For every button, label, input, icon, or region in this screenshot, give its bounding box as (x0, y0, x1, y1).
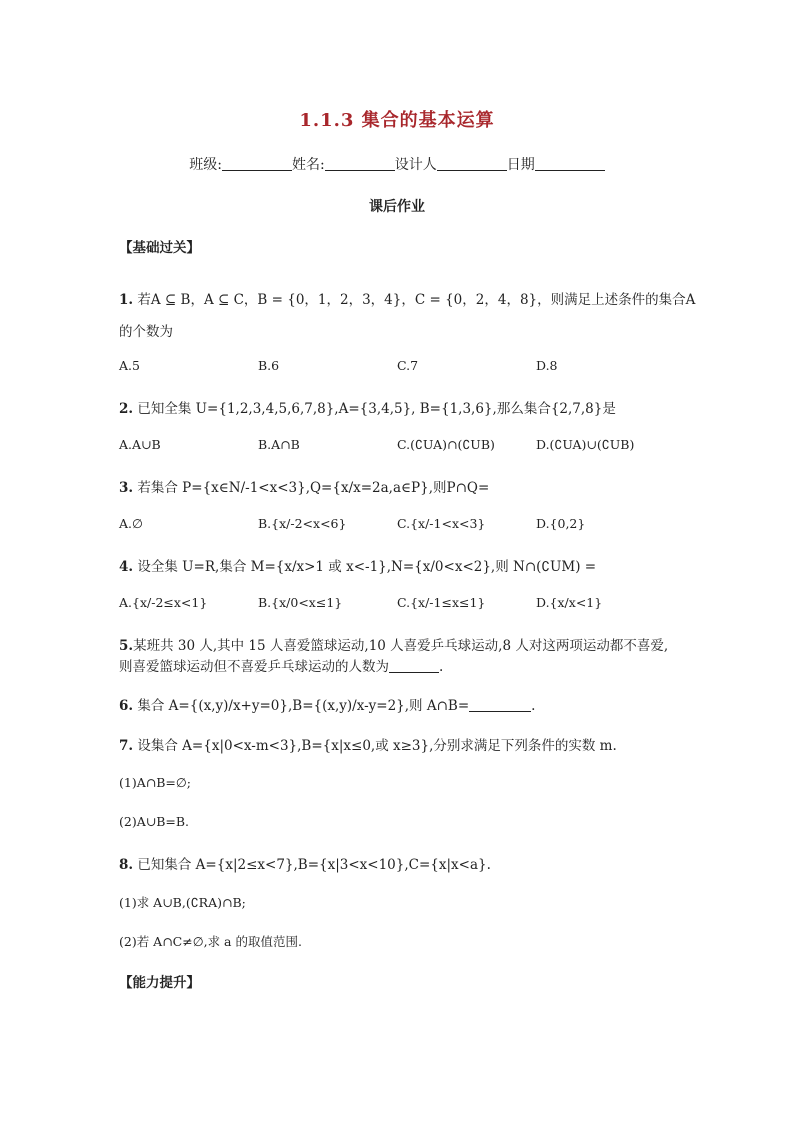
page-title: 1.1.3 集合的基本运算 (299, 110, 495, 131)
option-d: D.{0,2} (536, 516, 586, 531)
designer-label: 设计人 (394, 157, 437, 173)
question-7-part-1: (1)A∩B=∅; (119, 775, 191, 790)
question-7-part-2: (2)A∪B=B. (119, 814, 190, 829)
option-c: C.7 (397, 358, 419, 373)
option-c: C.{x/-1<x<3} (397, 516, 486, 531)
question-5 (119, 634, 668, 654)
option-a: A.5 (119, 358, 140, 373)
question-8-part-2: (2)若 A∩C≠∅,求 a 的取值范围. (119, 934, 302, 949)
option-b: B.{x/-2<x<6} (258, 516, 347, 531)
question-3 (119, 476, 489, 496)
option-a: A.∅ (119, 516, 143, 531)
question-8 (119, 853, 491, 873)
option-d: D.8 (536, 358, 558, 373)
answer-blank (389, 660, 439, 673)
question-text: 已知全集 U={1,2,3,4,5,6,7,8},A={3,4,5}, B={1,3,6},那么集合{2,7,8}是 (137, 401, 616, 417)
date-label: 日期 (506, 157, 535, 173)
question-number: 3. (119, 480, 134, 496)
ability-section-header: 【能力提升】 (119, 975, 200, 991)
class-blank (222, 156, 292, 171)
option-b: B.A∩B (258, 437, 300, 452)
name-label: 姓名: (292, 157, 325, 173)
option-a: A.A∪B (119, 437, 161, 452)
question-number: 2. (119, 401, 134, 417)
question-text: 已知集合 A={x|2≤x<7},B={x|3<x<10},C={x|x<a}. (137, 857, 491, 873)
question-number: 8. (119, 857, 134, 873)
question-6 (119, 694, 535, 714)
period: . (439, 659, 444, 675)
question-2 (119, 397, 616, 417)
student-info-line (0, 154, 794, 174)
option-c: C.(∁UA)∩(∁UB) (397, 437, 495, 452)
question-text: 设全集 U=R,集合 M={x/x>1 或 x<-1},N={x/0<x<2},则 N∩(∁UM) = (137, 559, 597, 575)
name-blank (325, 156, 395, 171)
question-text: 若集合 P={x∈N/-1<x<3},Q={x/x=2a,a∈P},则P∩Q= (137, 480, 490, 496)
question-text: 若A ⊆ B，A ⊆ C，B = {0，1，2，3，4}，C = {0，2，4，8}，则满足上述条件的集合A (137, 292, 696, 308)
basic-section-header: 【基础过关】 (119, 240, 200, 256)
answer-blank (469, 699, 531, 712)
period: . (531, 698, 536, 714)
question-5-continued (119, 655, 443, 675)
option-d: D.{x/x<1} (536, 595, 603, 610)
class-label: 班级: (189, 157, 222, 173)
designer-blank (437, 156, 507, 171)
question-text: 集合 A={(x,y)/x+y=0},B={(x,y)/x-y=2},则 A∩B= (137, 698, 470, 714)
question-text: 设集合 A={x|0<x-m<3},B={x|x≤0,或 x≥3},分别求满足下列条件的实数 m. (137, 738, 617, 754)
option-a: A.{x/-2≤x<1} (119, 595, 208, 610)
option-d: D.(∁UA)∪(∁UB) (536, 437, 635, 452)
question-1-continued: 的个数为 (119, 324, 173, 340)
option-b: B.6 (258, 358, 280, 373)
question-text: 某班共 30 人,其中 15 人喜爱篮球运动,10 人喜爱乒乓球运动,8 人对这两项运动都不喜爱, (133, 638, 669, 654)
question-number: 4. (119, 559, 134, 575)
section-title: 课后作业 (369, 199, 425, 215)
question-1 (119, 288, 695, 308)
date-blank (535, 156, 605, 171)
question-4 (119, 555, 596, 575)
question-number: 1. (119, 292, 134, 308)
question-7 (119, 734, 617, 754)
option-b: B.{x/0<x≤1} (258, 595, 343, 610)
question-number: 6. (119, 698, 134, 714)
question-text: 则喜爱篮球运动但不喜爱乒乓球运动的人数为 (119, 659, 389, 675)
question-8-part-1: (1)求 A∪B,(∁RA)∩B; (119, 895, 246, 910)
option-c: C.{x/-1≤x≤1} (397, 595, 486, 610)
question-number: 5. (119, 638, 134, 654)
question-number: 7. (119, 738, 134, 754)
